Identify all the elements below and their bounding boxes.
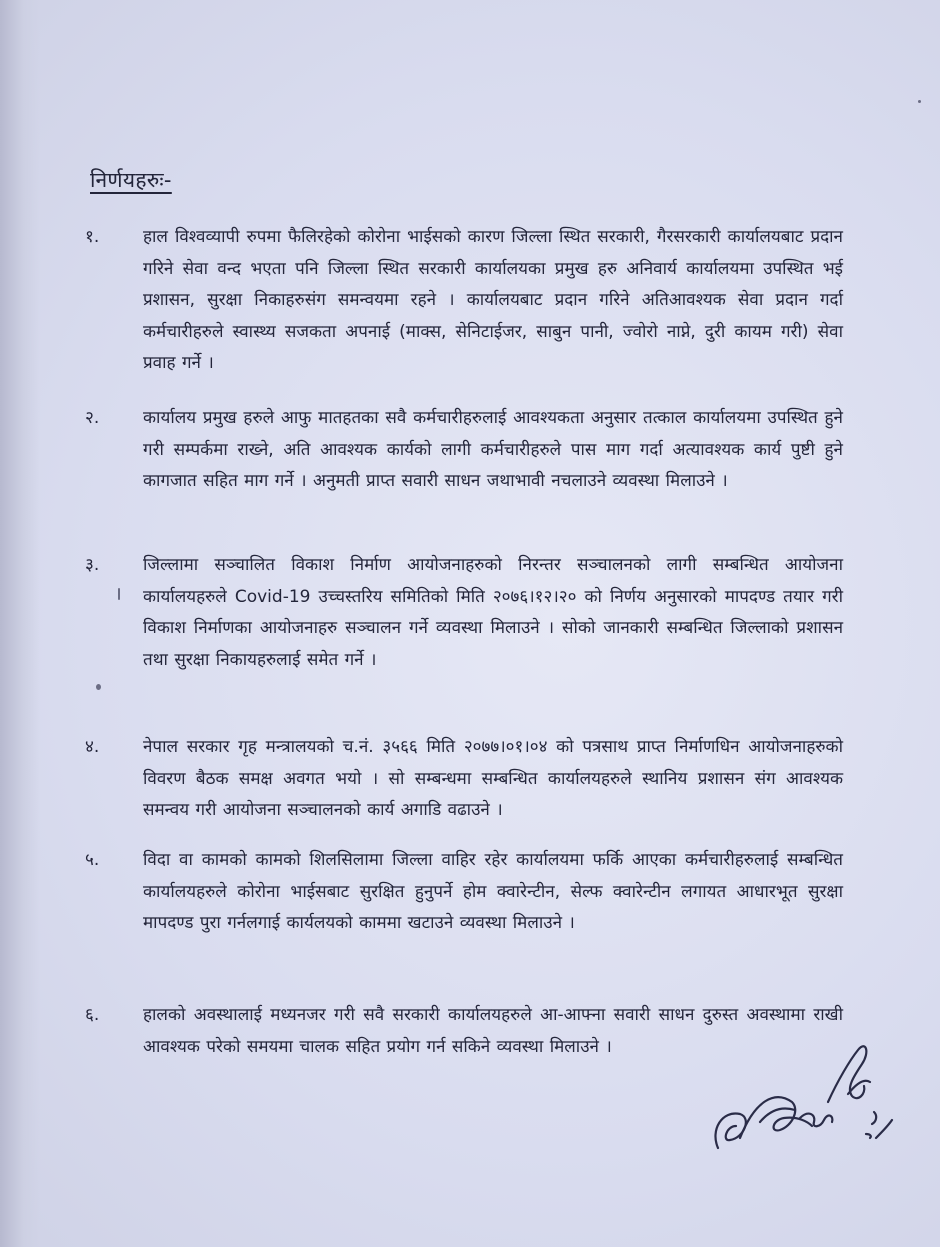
item-number: १. — [85, 227, 100, 247]
handwritten-signature — [700, 1030, 900, 1170]
item-number: ३. — [85, 555, 100, 575]
item-text: विदा वा कामको कामको शिलसिलामा जिल्ला वाहिर रहेर कार्यालयमा फर्कि आएका कर्मचारीहरुलाई सम्बन्धित कार्यालयहरुले कोरोना भाईसबाट सुरक्षित हुनुपर्ने होम क्वारेन्टीन, सेल्फ क्वारेन्टीन लगायत आधारभूत सुरक्षा मापदण्ड पुरा गर्नलगाई कार्यलयको काममा खटाउने व्यवस्था मिलाउने । — [143, 850, 843, 933]
item-number: २. — [85, 408, 100, 428]
page-heading: निर्णयहरुः- — [90, 168, 172, 192]
item-text: कार्यालय प्रमुख हरुले आफु मातहतका सवै कर्मचारीहरुलाई आवश्यकता अनुसार तत्काल कार्यालयमा उपस्थित हुने गरी सम्पर्कमा राख्ने, अति आवश्यक कार्यको लागी कर्मचारीहरुले पास माग गर्दा अत्यावश्यक कार्य पुष्टी हुने कागजात सहित माग गर्ने । अनुमती प्राप्त सवारी साधन जथाभावी नचलाउने व्यवस्था मिलाउने । — [143, 408, 843, 491]
scan-speck — [118, 588, 120, 600]
page-edge-shadow — [0, 0, 40, 1247]
item-number: ५. — [85, 850, 100, 870]
item-number: ४. — [85, 737, 100, 757]
item-number: ६. — [85, 1005, 100, 1025]
scan-speck — [96, 684, 101, 690]
item-text: जिल्लामा सञ्चालित विकाश निर्माण आयोजनाहरुको निरन्तर सञ्चालनको लागी सम्बन्धित आयोजना कार्यालयहरुले Covid-19 उच्चस्तरिय समितिको मिति २०७६।१२।२० को निर्णय अनुसारको मापदण्ड तयार गरी विकाश निर्माणका आयोजनाहरु सञ्चालन गर्ने व्यवस्था मिलाउने । सोको जानकारी सम्बन्धित जिल्लाको प्रशासन तथा सुरक्षा निकायहरुलाई समेत गर्ने । — [143, 555, 843, 670]
item-text: नेपाल सरकार गृह मन्त्रालयको च.नं. ३५६६ मिति २०७७।०१।०४ को पत्रसाथ प्राप्त निर्माणधिन आयोजनाहरुको विवरण बैठक समक्ष अवगत भयो । सो सम्बन्धमा सम्बन्धित कार्यालयहरुले स्थानिय प्रशासन संग आवश्यक समन्वय गरी आयोजना सञ्चालनको कार्य अगाडि वढाउने । — [143, 737, 843, 820]
item-text: हाल विश्वव्यापी रुपमा फैलिरहेको कोरोना भाईसको कारण जिल्ला स्थित सरकारी, गैरसरकारी कार्यालयबाट प्रदान गरिने सेवा वन्द भएता पनि जिल्ला स्थित सरकारी कार्यालयका प्रमुख हरु अनिवार्य कार्यालयमा उपस्थित भई प्रशासन, सुरक्षा निकाहरुसंग समन्वयमा रहने । कार्यालयबाट प्रदान गरिने अतिआवश्यक सेवा प्रदान गर्दा कर्मचारीहरुले स्वास्थ्य सजकता अपनाई (माक्स, सेनिटाईजर, साबुन पानी, ज्वोरो नाप्ने, दुरी कायम गरी) सेवा प्रवाह गर्ने । — [143, 227, 843, 373]
scan-speck — [918, 100, 921, 103]
item-text: हालको अवस्थालाई मध्यनजर गरी सवै सरकारी कार्यालयहरुले आ-आफ्ना सवारी साधन दुरुस्त अवस्थामा राखी आवश्यक परेको समयमा चालक सहित प्रयोग गर्न सकिने व्यवस्था मिलाउने । — [143, 1005, 843, 1057]
